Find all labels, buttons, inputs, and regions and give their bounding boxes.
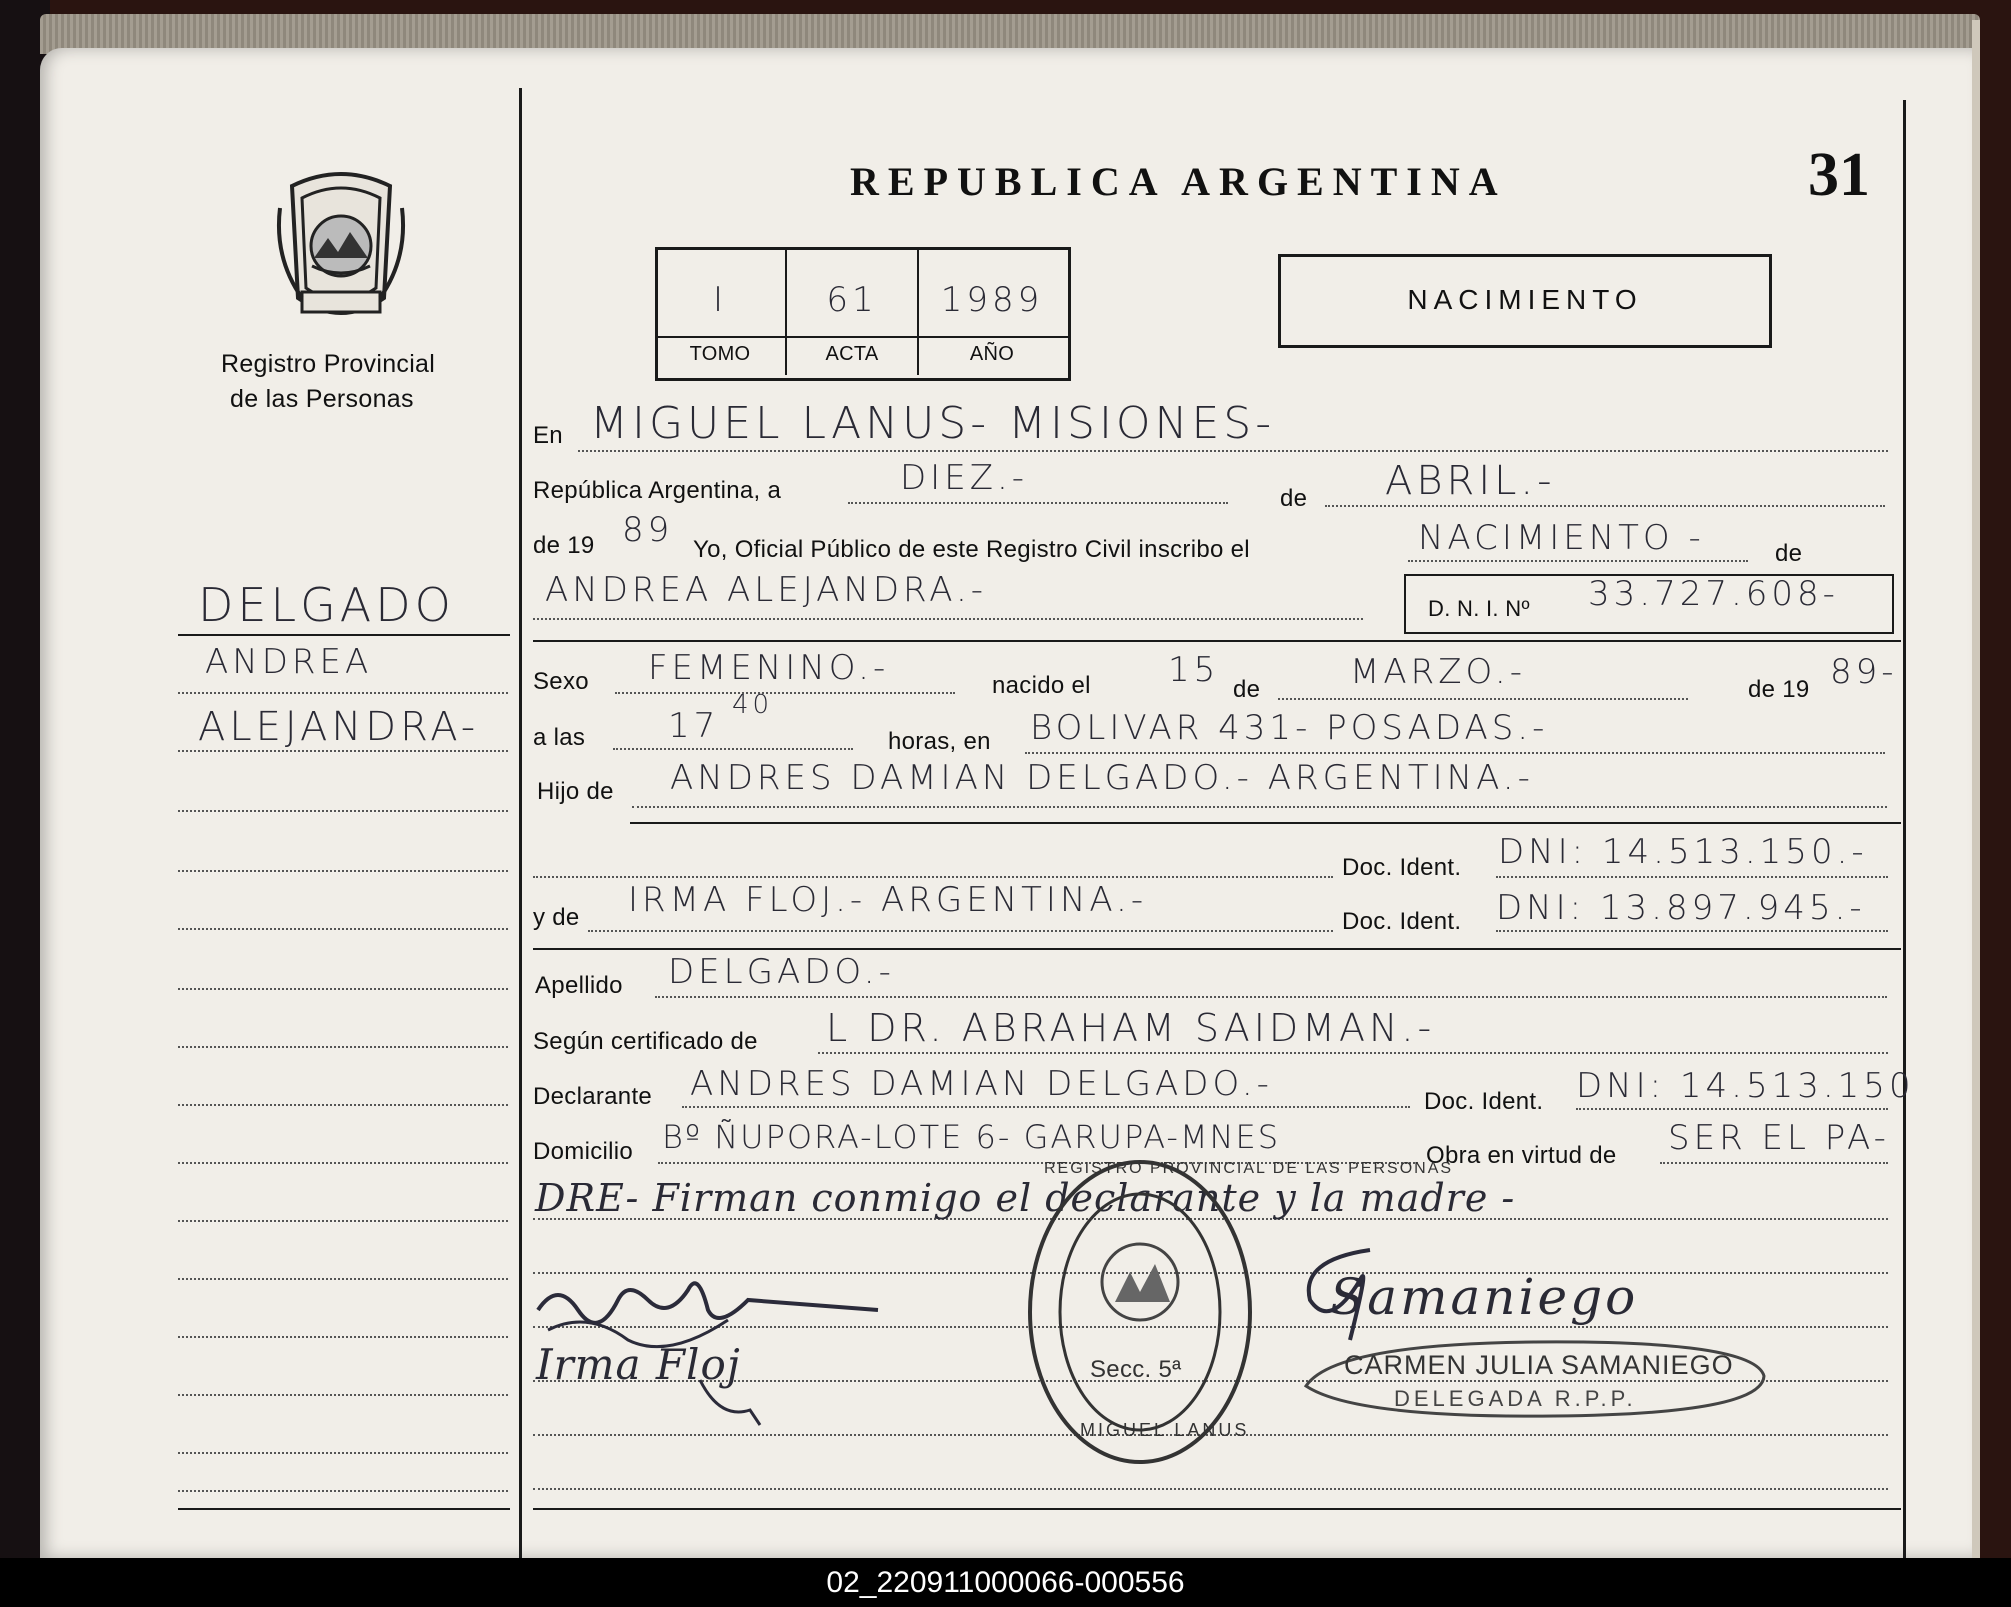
line-apellido	[655, 996, 1887, 998]
value-padre: ANDRES DAMIAN DELGADO.- ARGENTINA.-	[670, 758, 1534, 798]
box-divider	[655, 336, 1068, 338]
label-segun: Según certificado de	[533, 1028, 758, 1055]
value-madre: IRMA FLOJ.- ARGENTINA.-	[628, 880, 1148, 920]
margin-line	[178, 1278, 508, 1280]
line-lugar-nac	[1025, 752, 1885, 754]
line-mes	[1325, 505, 1885, 507]
margin-line	[178, 870, 508, 872]
label-hijo: Hijo de	[537, 778, 614, 805]
label-yde: y de	[533, 904, 580, 931]
line-mes-nac	[1278, 698, 1688, 700]
margin-line	[178, 1452, 508, 1454]
value-nombre: ANDREA ALEJANDRA.-	[545, 570, 988, 610]
value-acto: NACIMIENTO -	[1418, 518, 1705, 558]
registry-line-2: de las Personas	[230, 385, 414, 413]
blank-line	[533, 1488, 1888, 1490]
label-de-2: de	[1775, 540, 1803, 567]
value-dni: 33.727.608-	[1588, 574, 1839, 614]
value-lugar: MIGUEL LANUS- MISIONES-	[590, 398, 1276, 449]
column-divider	[519, 88, 522, 1558]
value-doc-madre: DNI: 13.897.945.-	[1496, 888, 1866, 928]
bottom-rule	[533, 1508, 1901, 1510]
value-lugar-nac: BOLIVAR 431- POSADAS.-	[1030, 708, 1549, 748]
value-doc-padre: DNI: 14.513.150.-	[1498, 832, 1868, 872]
value-dia: DIEZ.-	[900, 458, 1029, 498]
line-doc-padre	[1496, 876, 1888, 878]
margin-line	[178, 1394, 508, 1396]
label-republica: República Argentina, a	[533, 477, 782, 504]
margin-line	[178, 928, 508, 930]
margin-bottom-rule	[178, 1508, 510, 1510]
label-obra: Obra en virtud de	[1426, 1142, 1617, 1169]
margin-line	[178, 988, 508, 990]
line-declarante	[682, 1106, 1410, 1108]
value-doc-declarante: DNI: 14.513.150	[1576, 1066, 1915, 1106]
registry-line-1: Registro Provincial	[221, 350, 436, 378]
margin-line	[178, 750, 508, 752]
label-dni: D. N. I. Nº	[1428, 596, 1530, 621]
label-sexo: Sexo	[533, 668, 589, 695]
document-title: REPUBLICA ARGENTINA	[850, 159, 1507, 204]
margin-name-2: ALEJANDRA-	[198, 704, 480, 750]
value-domicilio: Bº ÑUPORA-LOTE 6- GARUPA-MNES	[662, 1118, 1281, 1156]
province-emblem-icon	[272, 168, 410, 324]
file-id-bar: 02_220911000066-000556	[0, 1558, 2011, 1607]
label-en: En	[533, 422, 563, 449]
label-alas: a las	[533, 724, 586, 751]
page-number: 31	[1808, 141, 1870, 209]
ano-label: AÑO	[969, 343, 1015, 365]
section-divider	[533, 948, 1901, 950]
value-sexo: FEMENINO.-	[648, 648, 890, 688]
line-obra	[1660, 1162, 1888, 1164]
line-sexo	[615, 692, 955, 694]
tomo-value: I	[712, 280, 728, 320]
section-divider	[630, 822, 1901, 824]
value-apellido: DELGADO.-	[668, 952, 895, 992]
value-ano-nac: 89-	[1830, 652, 1898, 692]
acta-value: 61	[826, 280, 878, 320]
signature-stroke-icon	[690, 1370, 770, 1430]
line-madre	[588, 930, 1333, 932]
label-de: de	[1280, 485, 1308, 512]
margin-divider	[178, 634, 510, 636]
tomo-label: TOMO	[689, 343, 751, 365]
margin-line	[178, 1162, 508, 1164]
value-obra-1: SER EL PA-	[1668, 1118, 1890, 1158]
label-nacido: nacido el	[992, 672, 1091, 699]
label-horas: horas, en	[888, 728, 991, 755]
value-ano: 89	[622, 510, 674, 550]
value-minutos: 40	[732, 690, 774, 720]
officer-signature: Samaniego	[1330, 1268, 1639, 1326]
label-de-3: de	[1233, 676, 1261, 703]
right-frame-line	[1903, 100, 1906, 1558]
margin-name-1: ANDREA	[205, 642, 373, 682]
margin-line	[178, 692, 508, 694]
ano-value: 1989	[940, 280, 1044, 320]
value-hora: 17	[668, 706, 720, 746]
margin-line	[178, 1220, 508, 1222]
line-doc-declarante	[1576, 1108, 1888, 1110]
label-declarante: Declarante	[533, 1083, 653, 1110]
page-edge	[1972, 20, 1980, 1558]
margin-line	[178, 1336, 508, 1338]
label-apellido: Apellido	[535, 972, 623, 999]
value-certificado: L DR. ABRAHAM SAIDMAN.-	[826, 1006, 1436, 1050]
margin-line	[178, 1490, 508, 1492]
margin-line	[178, 1104, 508, 1106]
value-obra-2: DRE- Firman conmigo el declarante y la madre -	[535, 1176, 1516, 1220]
line-dia	[848, 502, 1228, 504]
line-padre	[632, 806, 1887, 808]
stamp-ring-top: REGISTRO PROVINCIAL DE LAS PERSONAS	[1044, 1160, 1454, 1177]
value-mes: ABRIL.-	[1385, 458, 1556, 504]
line-acto	[1408, 560, 1748, 562]
label-yo: Yo, Oficial Público de este Registro Civil inscribo el	[693, 536, 1250, 563]
label-docident-2: Doc. Ident.	[1342, 908, 1462, 935]
label-domicilio: Domicilio	[533, 1138, 634, 1165]
stamp-ring-bottom: MIGUEL LANUS	[1080, 1420, 1250, 1440]
label-docident-3: Doc. Ident.	[1424, 1088, 1544, 1115]
stamp-section: Secc. 5ª	[1090, 1356, 1182, 1383]
value-mes-nac: MARZO.-	[1350, 652, 1526, 692]
acta-label: ACTA	[825, 343, 879, 365]
label-de19: de 19	[533, 532, 595, 559]
line-certificado	[818, 1052, 1888, 1054]
margin-line	[178, 810, 508, 812]
line-en	[578, 450, 1888, 452]
value-dia-nac: 15	[1168, 650, 1220, 690]
officer-name: CARMEN JULIA SAMANIEGO	[1344, 1350, 1734, 1380]
mother-signature: Irma Floj	[536, 1340, 741, 1389]
margin-line	[178, 1046, 508, 1048]
section-divider	[533, 640, 1901, 642]
line-padre-extra	[533, 876, 1333, 878]
label-de19-2: de 19	[1748, 676, 1810, 703]
act-type-label: NACIMIENTO	[1407, 284, 1643, 315]
label-docident-1: Doc. Ident.	[1342, 854, 1462, 881]
line-hora	[613, 748, 853, 750]
line-doc-madre	[1496, 930, 1888, 932]
officer-title: DELEGADA R.P.P.	[1394, 1386, 1637, 1411]
value-declarante: ANDRES DAMIAN DELGADO.-	[690, 1064, 1273, 1104]
line-nombre	[533, 618, 1363, 620]
margin-surname: DELGADO	[198, 578, 455, 632]
